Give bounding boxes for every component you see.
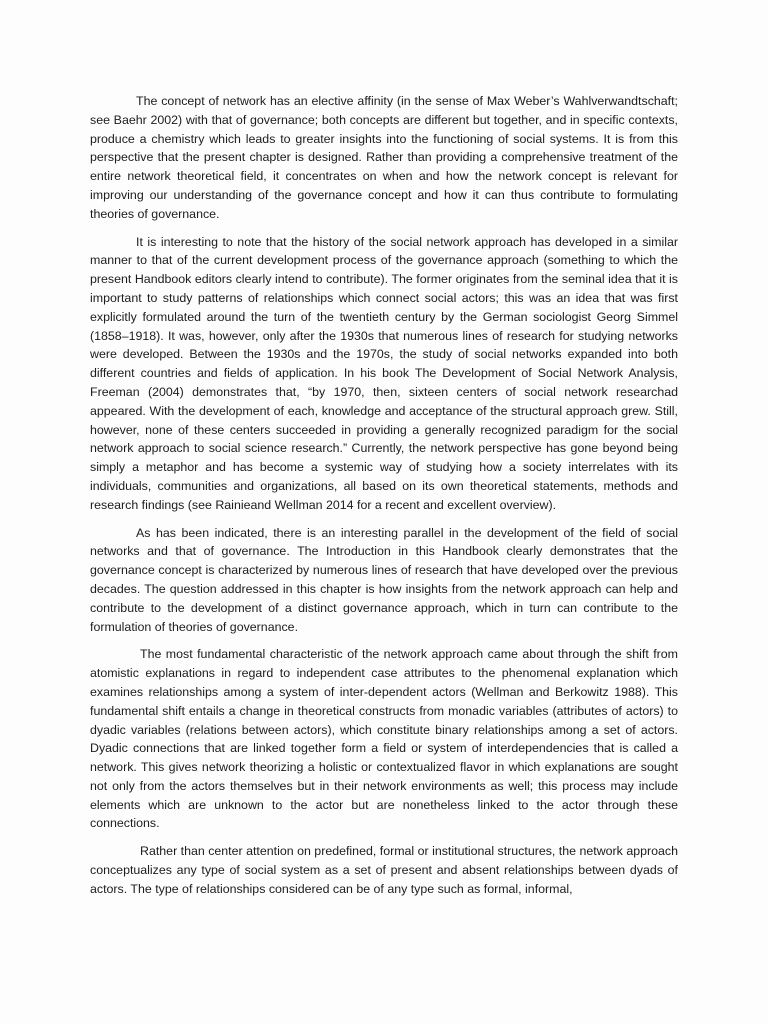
paragraph: It is interesting to note that the history of the social network approach has developed in a similar manner to that of the current development process of the governance approach (something to which the present Handbook editors clearly intend to contribute). The former originates from the seminal idea that it is important to study patterns of relationships which connect social actors; this was an idea that was first explicitly formulated around the turn of the twentieth century by the German sociologist Georg Simmel (1858–1918). It was, however, only after the 1930s that numerous lines of research for studying networks were developed. Between the 1930s and the 1970s, the study of social networks expanded into both different countries and fields of application. In his book The Development of Social Network Analysis, Freeman (2004) demonstrates that, “by 1970, then, sixteen centers of social network researchad appeared. With the development of each, knowledge and acceptance of the structural approach grew. Still, however, none of these centers succeeded in providing a generally recognized paradigm for the social network approach to social science research.” Currently, the network perspective has gone beyond being simply a metaphor and has become a systemic way of studying how a society interrelates with its individuals, communities and organizations, all based on its own theoretical statements, methods and research findings (see Rainieand Wellman 2014 for a recent and excellent overview). [90, 234, 678, 512]
paragraph: As has been indicated, there is an interesting parallel in the development of the field of social networks and that of governance. The Introduction in this Handbook clearly demonstrates that the governance concept is characterized by numerous lines of research that have developed over the previous decades. The question addressed in this chapter is how insights from the network approach can help and contribute to the development of a distinct governance approach, which in turn can contribute to the formulation of theories of governance. [90, 525, 678, 634]
paragraph: The most fundamental characteristic of the network approach came about through the shift from atomistic explanations in regard to independent case attributes to the phenomenal explanation which examines relationships among a system of inter-dependent actors (Wellman and Berkowitz 1988). This fundamental shift entails a change in theoretical constructs from monadic variables (attributes of actors) to dyadic variables (relations between actors), which constitute binary relationships among a set of actors. Dyadic connections that are linked together form a field or system of interdependencies that is called a network. This gives network theorizing a holistic or contextualized flavor in which explanations are sought not only from the actors themselves but in their network environments as well; this process may include elements which are unknown to the actor but are nonetheless linked to the actor through these connections. [90, 647, 678, 831]
paragraph: The concept of network has an elective affinity (in the sense of Max Weber’s Wahlverwandtschaft; see Baehr 2002) with that of governance; both concepts are different but together, and in specific contexts, produce a chemistry which leads to greater insights into the functioning of social systems. It is from this perspective that the present chapter is designed. Rather than providing a comprehensive treatment of the entire network theoretical field, it concentrates on when and how the network concept is relevant for improving our understanding of the governance concept and how it can thus contribute to formulating theories of governance. [90, 94, 678, 221]
body-text [90, 92, 678, 908]
paragraph: Rather than center attention on predefined, formal or institutional structures, the network approach conceptualizes any type of social system as a set of present and absent relationships between dyads of actors. The type of relationships considered can be of any type such as formal, informal, [90, 844, 678, 896]
